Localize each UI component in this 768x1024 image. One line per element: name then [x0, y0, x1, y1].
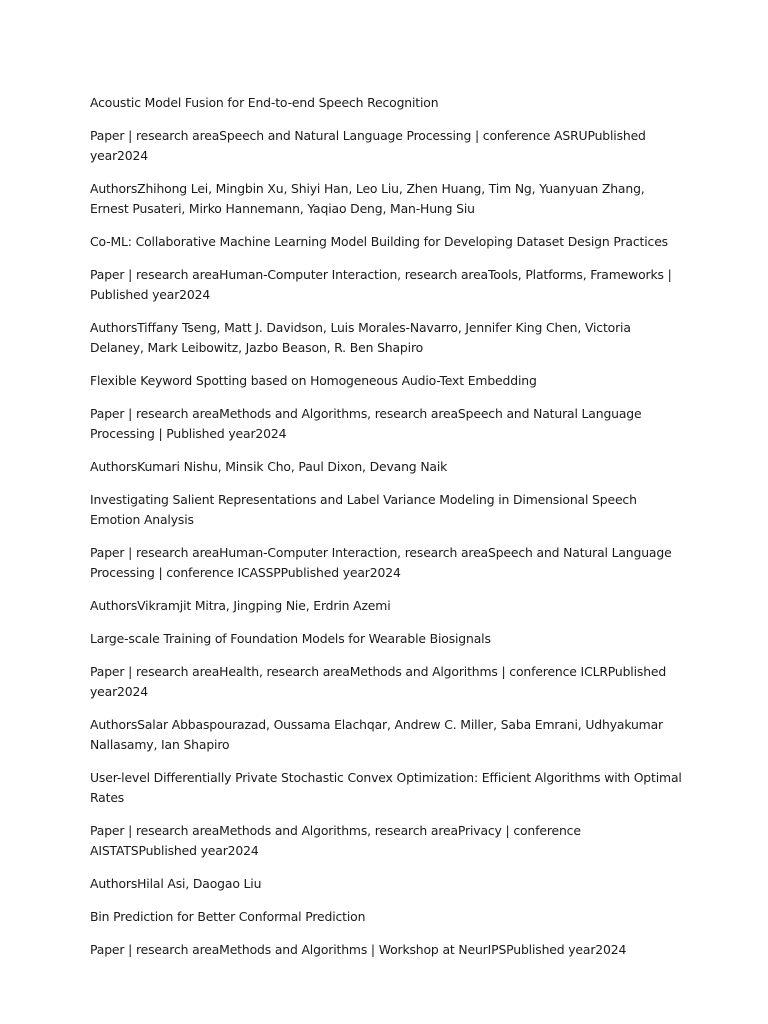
publication-title: Large-scale Training of Foundation Models for Wearable Biosignals [90, 631, 491, 646]
publication-meta: Paper | research areaHealth, research areaMethods and Algorithms | conference ICLRPublished year2024 [90, 664, 667, 699]
publication-title: Flexible Keyword Spotting based on Homogeneous Audio-Text Embedding [90, 373, 537, 388]
publication-title: Investigating Salient Representations and Label Variance Modeling in Dimensional Speech Emotion Analysis [90, 492, 637, 527]
publication-authors: AuthorsSalar Abbaspourazad, Oussama Elachqar, Andrew C. Miller, Saba Emrani, Udhyakumar Nallasamy, Ian Shapiro [90, 717, 663, 752]
publication-entry [90, 490, 682, 616]
publication-entry [90, 93, 682, 219]
publication-meta: Paper | research areaHuman-Computer Interaction, research areaTools, Platforms, Frameworks | Published year2024 [90, 267, 672, 302]
publication-authors: AuthorsHilal Asi, Daogao Liu [90, 876, 262, 891]
publication-entry [90, 629, 682, 755]
publication-title: Bin Prediction for Better Conformal Prediction [90, 909, 366, 924]
publication-entry [90, 768, 682, 894]
publication-title: Acoustic Model Fusion for End-to-end Speech Recognition [90, 95, 439, 110]
publication-title: User-level Differentially Private Stochastic Convex Optimization: Efficient Algorithms with Optimal Rates [90, 770, 682, 805]
publication-authors: AuthorsVikramjit Mitra, Jingping Nie, Erdrin Azemi [90, 598, 391, 613]
publication-meta: Paper | research areaHuman-Computer Interaction, research areaSpeech and Natural Language Processing | conference ICASSPPublished year2024 [90, 545, 672, 580]
publication-authors: AuthorsKumari Nishu, Minsik Cho, Paul Dixon, Devang Naik [90, 459, 448, 474]
publication-entry [90, 371, 682, 477]
publication-meta: Paper | research areaMethods and Algorithms | Workshop at NeurIPSPublished year2024 [90, 942, 627, 957]
publication-title: Co-ML: Collaborative Machine Learning Model Building for Developing Dataset Design Practices [90, 234, 668, 249]
publication-meta: Paper | research areaMethods and Algorithms, research areaSpeech and Natural Language Processing | Published year2024 [90, 406, 642, 441]
publication-entry [90, 907, 682, 960]
publication-entry [90, 232, 682, 358]
publication-authors: AuthorsZhihong Lei, Mingbin Xu, Shiyi Han, Leo Liu, Zhen Huang, Tim Ng, Yuanyuan Zhang, Ernest Pusateri, Mirko Hannemann, Yaqiao Deng, Man-Hung Siu [90, 181, 645, 216]
publication-meta: Paper | research areaSpeech and Natural Language Processing | conference ASRUPublished year2024 [90, 128, 646, 163]
publication-authors: AuthorsTiffany Tseng, Matt J. Davidson, Luis Morales-Navarro, Jennifer King Chen, Victoria Delaney, Mark Leibowitz, Jazbo Beason, R. Ben Shapiro [90, 320, 631, 355]
publication-meta: Paper | research areaMethods and Algorithms, research areaPrivacy | conference AISTATSPublished year2024 [90, 823, 581, 858]
